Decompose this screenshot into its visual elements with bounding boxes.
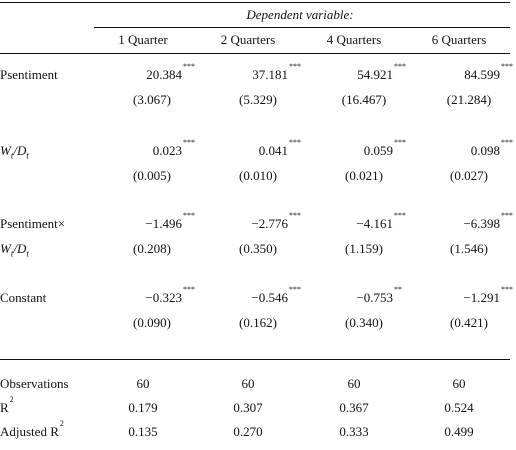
column-header-1: 1 Quarter [118, 32, 168, 47]
standard-error-cell: (0.340) [345, 315, 383, 330]
coefficient-cell: −1.291*** [463, 284, 513, 305]
coefficient-value: −0.546 [251, 290, 288, 305]
header-rule [0, 53, 510, 54]
standard-error-cell: (1.546) [450, 241, 488, 256]
coefficient-cell: −0.323*** [145, 284, 195, 305]
stat-value: 0.135 [128, 424, 158, 439]
column-header-3: 4 Quarters [326, 32, 382, 47]
standard-error-cell: (1.159) [345, 241, 383, 256]
coefficient-value: 0.023 [152, 143, 182, 158]
coefficient-value: 0.098 [470, 143, 500, 158]
coefficient-value: −0.323 [145, 290, 182, 305]
stats-rule [0, 359, 510, 360]
standard-error-cell: (3.067) [133, 92, 171, 107]
coefficient-value: 20.384 [146, 67, 182, 82]
standard-error-cell: (0.005) [133, 168, 171, 183]
stat-value: 0.524 [444, 400, 474, 415]
coefficient-cell: 0.059*** [363, 137, 406, 158]
standard-error-cell: (0.027) [450, 168, 488, 183]
stat-label-superscript: 2 [59, 418, 64, 428]
stat-label: $R^2$ [0, 394, 14, 415]
coefficient-value: −6.398 [463, 216, 500, 231]
stat-value: 0.179 [128, 400, 158, 415]
standard-error-cell: (0.021) [345, 168, 383, 183]
coefficient-value: 0.041 [258, 143, 288, 158]
coefficient-cell: 54.921*** [357, 61, 406, 82]
coefficient-cell: −0.546*** [251, 284, 301, 305]
coefficient-cell: −1.496*** [145, 210, 195, 231]
standard-error-cell: (0.208) [133, 241, 171, 256]
coefficient-value: −1.291 [463, 290, 500, 305]
standard-error-cell: (0.090) [133, 315, 171, 330]
standard-error-cell: (0.421) [450, 315, 488, 330]
stat-value: 0.307 [233, 400, 263, 415]
coefficient-value: −1.496 [145, 216, 182, 231]
stat-value: 0.367 [339, 400, 369, 415]
standard-error-cell: (0.010) [239, 168, 277, 183]
row-label: Psentiment [0, 67, 58, 82]
coefficient-cell: 0.041*** [258, 137, 301, 158]
standard-error-cell: (5.329) [239, 92, 277, 107]
stat-label-superscript: 2 [9, 394, 14, 404]
coefficient-cell: −0.753** [356, 284, 402, 305]
coefficient-value: −2.776 [251, 216, 288, 231]
coefficient-value: 0.059 [363, 143, 393, 158]
column-header-4: 6 Quarters [431, 32, 487, 47]
stat-value: 0.333 [339, 424, 369, 439]
column-header-2: 2 Quarters [220, 32, 276, 47]
coefficient-value: 37.181 [252, 67, 288, 82]
top-rule [0, 2, 510, 3]
row-label-continued: $W_t/D_t$ [0, 241, 29, 259]
header-subrule [94, 27, 510, 28]
coefficient-cell: 0.098*** [470, 137, 513, 158]
coefficient-value: 54.921 [357, 67, 393, 82]
standard-error-cell: (0.350) [239, 241, 277, 256]
coefficient-cell: −2.776*** [251, 210, 301, 231]
coefficient-cell: −4.161*** [356, 210, 406, 231]
coefficient-cell: 0.023*** [152, 137, 195, 158]
stat-value: 60 [136, 376, 150, 391]
stat-value: 60 [452, 376, 466, 391]
stat-value: 60 [241, 376, 255, 391]
coefficient-value: −4.161 [356, 216, 393, 231]
standard-error-cell: (21.284) [446, 92, 492, 107]
coefficient-cell: −6.398*** [463, 210, 513, 231]
row-label: Constant [0, 290, 47, 305]
coefficient-value: 84.599 [464, 67, 500, 82]
row-label: Psentiment× [0, 216, 66, 231]
stat-value: 0.270 [233, 424, 263, 439]
standard-error-cell: (0.162) [239, 315, 277, 330]
coefficient-cell: 84.599*** [464, 61, 513, 82]
dependent-variable-caption: Dependent variable: [246, 7, 354, 22]
stat-value: 0.499 [444, 424, 474, 439]
standard-error-cell: (16.467) [341, 92, 387, 107]
coefficient-cell: 37.181*** [252, 61, 301, 82]
row-label: $W_t/D_t$ [0, 143, 29, 161]
stat-value: 60 [347, 376, 361, 391]
stat-label: Adjusted $R^2$ [0, 418, 64, 439]
coefficient-value: −0.753 [356, 290, 393, 305]
coefficient-cell: 20.384*** [146, 61, 195, 82]
stat-label: Observations [0, 376, 69, 391]
